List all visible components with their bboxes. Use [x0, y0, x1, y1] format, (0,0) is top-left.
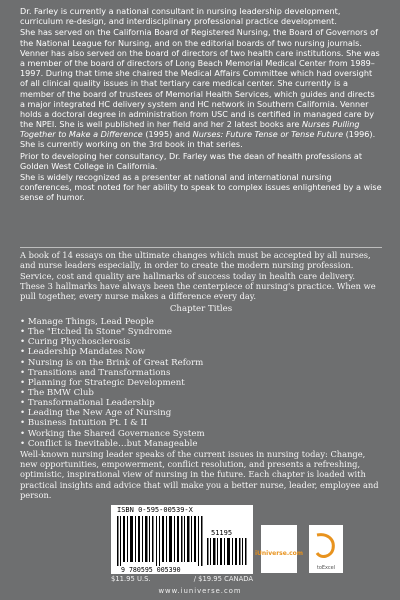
svg-text:iUniverse.com: iUniverse.com: [254, 550, 304, 557]
chapters-heading: Chapter Titles: [169, 304, 233, 315]
list-item: • Manage Things, Lead People: [20, 317, 382, 327]
divider: [20, 247, 382, 248]
book-title-2: Nurses: Future Tense or Tense Future: [192, 129, 344, 140]
price-canada: / $19.95 CANADA: [193, 575, 253, 583]
price-line: [111, 575, 253, 583]
svg-text:toExcel: toExcel: [316, 565, 336, 571]
barcode-price-code: 51195: [211, 529, 233, 537]
list-item: • Leadership Mandates Now: [20, 347, 382, 357]
bio-paragraph-1: Dr. Farley is currently a national consultant in nursing leadership development, curriculum re-design, and interdisciplinary professional practice development.: [20, 6, 341, 27]
barcode-bars-icon: [117, 516, 203, 566]
publisher-url: www.iuniverse.com: [158, 587, 242, 595]
list-item: • Transitions and Transformations: [20, 368, 382, 378]
toexcel-logo-icon: [309, 525, 343, 573]
author-bio: [20, 6, 382, 204]
price-us: $11.95 U.S.: [111, 575, 151, 583]
list-item: • The "Etched In Stone" Syndrome: [20, 327, 382, 337]
list-item: • Planning for Strategic Development: [20, 378, 382, 388]
bio-paragraph-4: She is widely recognized as a presenter at national and international nursing conferences, most noted for her ability to speak to complex issues enlightened by a wise sense of humor.: [20, 172, 382, 203]
iuniverse-logo-icon: [254, 525, 304, 573]
chapter-list: [20, 317, 382, 449]
barcode-number: 9 780595 005390: [121, 566, 181, 574]
isbn-barcode: [111, 505, 253, 574]
isbn-label: ISBN 0-595-00539-X: [117, 506, 193, 514]
list-item: • Working the Shared Governance System: [20, 429, 382, 439]
price-barcode-icon: [207, 538, 247, 565]
list-item: • Transformational Leadership: [20, 398, 382, 408]
list-item: • Nursing is on the Brink of Great Reform: [20, 358, 382, 368]
bio-paragraph-3: Prior to developing her consultancy, Dr. Farley was the dean of health professions at Golden West College in California.: [20, 150, 363, 171]
list-item: • Curing Phychosclerosis: [20, 337, 382, 347]
summary-paragraph: Well-known nursing leader speaks of the current issues in nursing today: Change, new opportunities, empowerment, conflict resolution, and presents a refreshing, optimistic, inspirational view of nursing in the future. Each chapter is loaded with practical insights and advice that will make you a better nurse, leader, employee and person.: [20, 448, 379, 501]
bio-text: (1995) and: [142, 129, 193, 140]
book-description: [20, 250, 382, 500]
bio-text: (1996). She is currently working on the 3rd book in that series.: [20, 129, 376, 150]
bio-paragraph-2: [20, 27, 382, 149]
list-item: • Leading the New Age of Nursing: [20, 408, 382, 418]
list-item: • Conflict is Inevitable…but Manageable: [20, 439, 382, 449]
book-title-1: Nurses Pulling Together to Make a Difference: [20, 119, 360, 140]
list-item: • Business Intuition Pt. I & II: [20, 418, 382, 428]
bio-text: She has served on the California Board of Registered Nursing, the Board of Governors of the National League for Nursing, and on the editorial boards of two nursing journals. Venner has also served on the board of directors of two health care institutions. She was a member of the board of directors of Long Beach Memorial Medical Center from 1989–1997. During that time she chaired the Medical Affairs Committee which had oversight of all clinical quality issues in that tertiary care medical center. She currently is a member of the board of trustees of Memorial Health Services, which guides and directs a major integrated HC delivery system and HC network in Southern California. Venner holds a doctoral degree in administration from USC and is certified in managed care by the NPEI. She is well published in her field and her 2 latest books are: [20, 27, 380, 130]
list-item: • The BMW Club: [20, 388, 382, 398]
intro-paragraph: A book of 14 essays on the ultimate changes which must be accepted by all nurses, and nurse leaders especially, in order to create the modern nursing profession. Service, cost and quality are hallmarks of success today in health care delivery. These 3 hallmarks have always been the centerpiece of nursing's practice. When we pull together, every nurse makes a difference every day.: [20, 250, 376, 302]
